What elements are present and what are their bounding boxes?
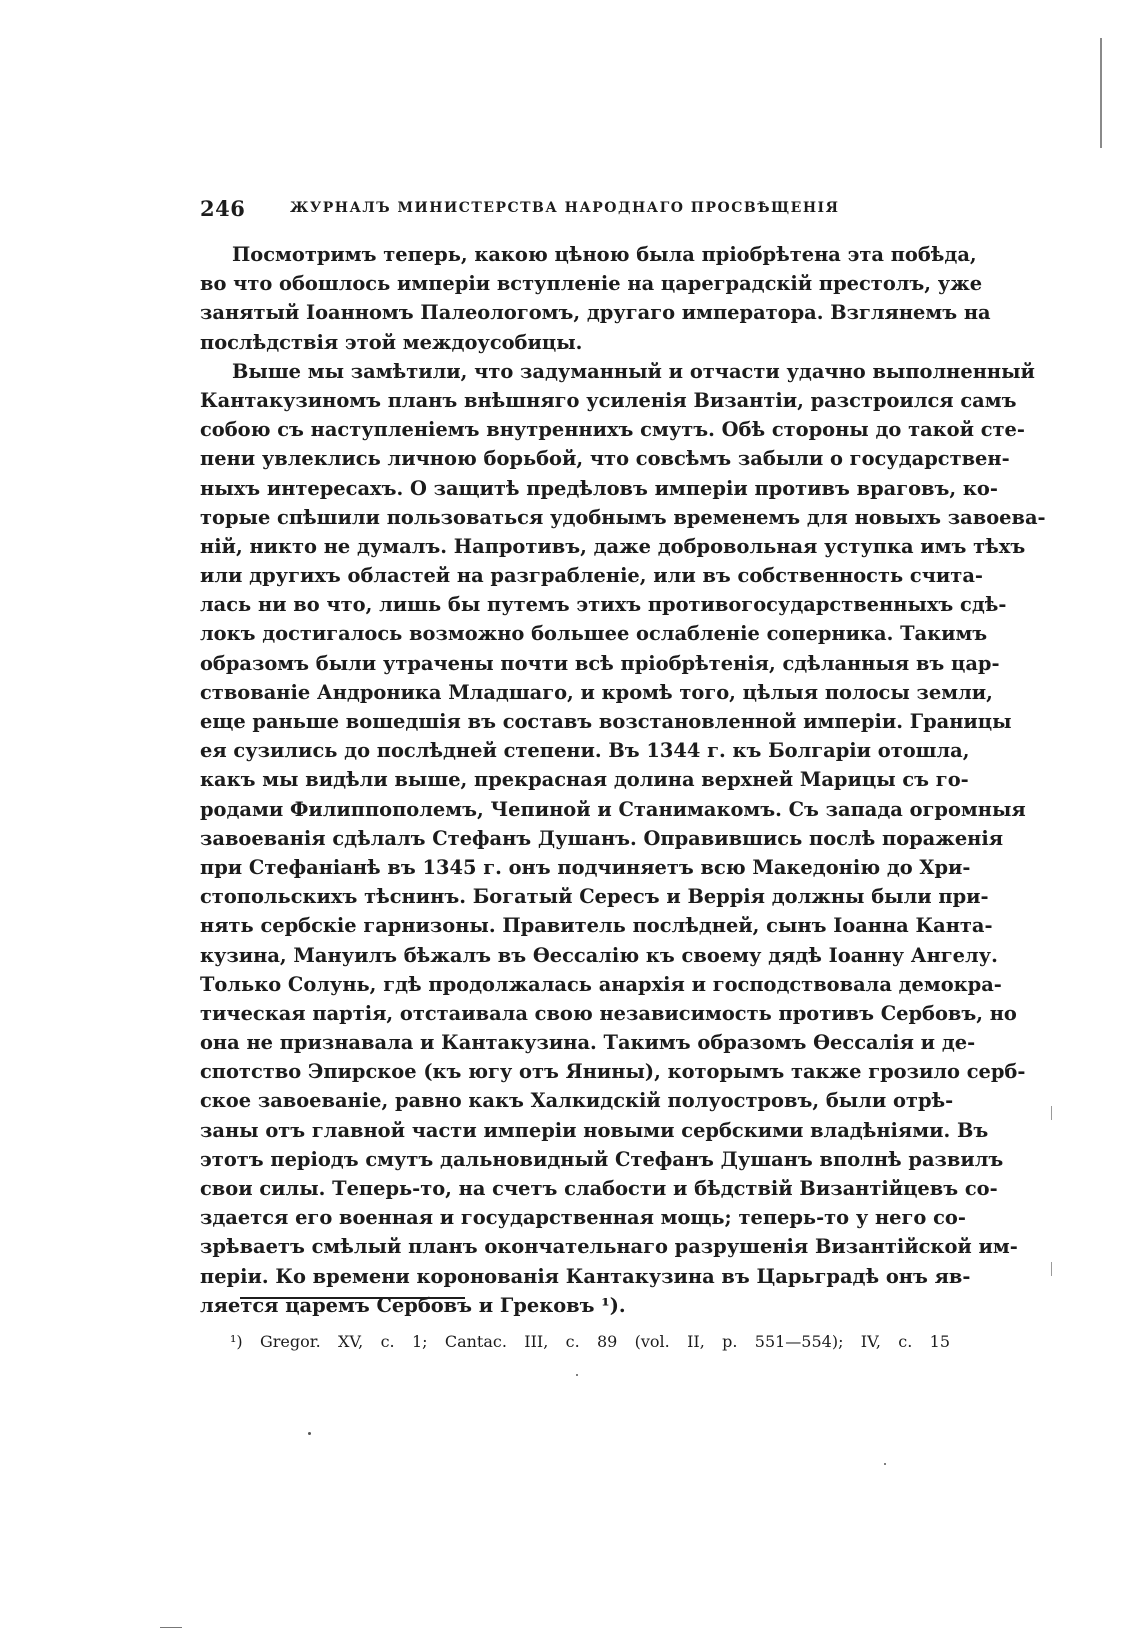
page-number: 246 [200,196,246,221]
text-line: этотъ періодъ смутъ дальновидный Стефанъ Душанъ вполнѣ развилъ [200,1147,1004,1171]
text-line: послѣдствія этой междоусобицы. [200,330,583,354]
text-line: ныхъ интересахъ. О защитѣ предѣловъ имперіи противъ враговъ, ко- [200,476,998,500]
text-line: или другихъ областей на разграбленіе, или въ собственность счита- [200,564,983,588]
text-line: тическая партія, отстаивала свою независимость противъ Сербовъ, но [200,1001,1017,1025]
body-text [200,240,1046,1320]
text-line: періи. Ко времени коронованія Кантакузина въ Царьградѣ онъ яв- [200,1264,971,1288]
text-line: спотство Эпирское (къ югу отъ Янины), которымъ также грозило серб- [200,1060,1026,1084]
text-line: она не признавала и Кантакузина. Такимъ образомъ Ѳессалія и де- [200,1031,976,1055]
text-line: ствованіе Андроника Младшаго, и кромѣ того, цѣлыя полосы земли, [200,680,993,704]
text-line: стопольскихъ тѣснинъ. Богатый Сересъ и Веррія должны были при- [200,885,989,909]
scan-speck [884,1463,886,1465]
text-line: Посмотримъ теперь, какою цѣною была пріобрѣтена эта побѣда, [232,243,977,266]
text-line: свои силы. Теперь-то, на счетъ слабости и бѣдствій Византійцевъ со- [200,1177,998,1200]
text-line: зрѣваетъ смѣлый планъ окончательнаго разрушенія Византійской им- [200,1235,1018,1259]
text-line: торые спѣшили пользоваться удобнымъ временемъ для новыхъ завоева- [200,505,1046,529]
text-line: здается его военная и государственная мощь; теперь-то у него со- [200,1206,966,1230]
text-line: Кантакузиномъ планъ внѣшняго усиленія Византіи, разстроился самъ [200,388,1017,412]
text-line: нять сербскіе гарнизоны. Правитель послѣдней, сынъ Іоанна Канта- [200,914,993,938]
text-line: собою съ наступленіемъ внутреннихъ смутъ. Обѣ стороны до такой сте- [200,418,1025,442]
footnote-rule [240,1297,465,1299]
text-line: еще раньше вошедшія въ составъ возстановленной имперіи. Границы [200,710,1012,733]
footnote: ¹) Gregor. XV, c. 1; Cantac. III, c. 89 (vol. II, p. 551—554); IV, c. 15 [230,1332,950,1351]
text-line: ляется царемъ Сербовъ и Грековъ ¹). [200,1293,626,1317]
text-line: заны отъ главной части имперіи новыми сербскими владѣніями. Въ [200,1118,989,1142]
text-line: образомъ были утрачены почти всѣ пріобрѣтенія, сдѣланныя въ цар- [200,651,1000,675]
text-line: лась ни во что, лишь бы путемъ этихъ противогосударственныхъ сдѣ- [200,593,1007,617]
text-line: ея сузились до послѣдней степени. Въ 1344 г. къ Болгаріи отошла, [200,739,970,763]
scan-mark [1051,1262,1052,1276]
text-line: Только Солунь, гдѣ продолжалась анархія и господствовала демокра- [200,972,1002,996]
text-line: пени увлеклись личною борьбой, что совсѣмъ забыли о государствен- [200,447,1010,471]
journal-title: ЖУРНАЛЪ МИНИСТЕРСТВА НАРОДНАГО ПРОСВѢЩЕНІЯ [290,200,840,216]
running-head [200,196,950,226]
text-line: при Стефаніанѣ въ 1345 г. онъ подчиняетъ всю Македонію до Хри- [200,855,971,879]
scan-speck [308,1432,311,1435]
text-line: родами Филиппополемъ, Чепиной и Станимакомъ. Съ запада огромныя [200,797,1026,821]
scan-speck [576,1374,578,1376]
text-line: во что обошлось имперіи вступленіе на цареградскій престолъ, уже [200,272,983,296]
scan-mark [1051,1106,1052,1120]
text-line: Выше мы замѣтили, что задуманный и отчасти удачно выполненный [232,359,1035,383]
scan-edge-line [1100,38,1102,148]
text-line: ское завоеваніе, равно какъ Халкидскій полуостровъ, были отрѣ- [200,1089,954,1113]
text-line: какъ мы видѣли выше, прекрасная долина верхней Марицы съ го- [200,768,969,792]
text-line: ній, никто не думалъ. Напротивъ, даже добровольная уступка имъ тѣхъ [200,534,1026,558]
text-line: локъ достигалось возможно большее ослабленіе соперника. Такимъ [200,622,988,646]
text-line: кузина, Мануилъ бѣжалъ въ Ѳессалію къ своему дядѣ Іоанну Ангелу. [200,943,998,967]
text-line: занятый Іоанномъ Палеологомъ, другаго императора. Взглянемъ на [200,301,991,325]
scan-mark [160,1627,182,1628]
text-line: завоеванія сдѣлалъ Стефанъ Душанъ. Оправившись послѣ пораженія [200,826,1004,850]
